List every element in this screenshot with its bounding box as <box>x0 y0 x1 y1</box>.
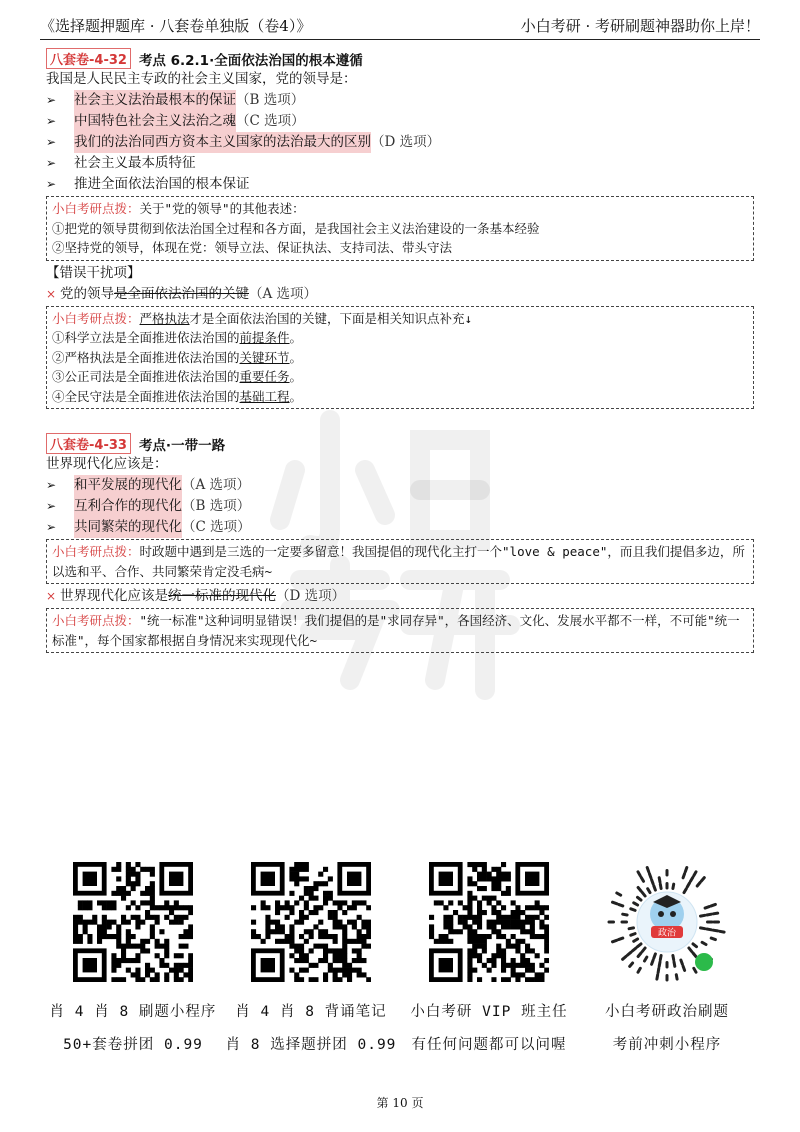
tip-label: 小白考研点拨： <box>52 613 140 628</box>
option-item <box>46 174 754 195</box>
option-text: 和平发展的现代化 <box>74 475 182 496</box>
qr-caption: 小白考研 VIP 班主任 <box>410 1004 568 1020</box>
tip-label: 小白考研点拨： <box>52 544 140 559</box>
qr-code-icon[interactable] <box>251 862 371 982</box>
tip-text: "统一标准"这种词明显错误！我们提倡的是"求同存异"，各国经济、文化、发展水平都不一样，不可能"统一标准"，每个国家都根据自身情况来实现现代化~ <box>52 613 740 648</box>
cross-icon: × <box>46 286 57 301</box>
page-header <box>40 14 760 40</box>
qr-code-card[interactable] <box>222 862 400 1054</box>
option-text: 我们的法治同西方资本主义国家的法治最大的区别 <box>74 132 371 153</box>
tip-text: 。 <box>289 330 303 345</box>
option-item <box>46 517 754 538</box>
question-id-badge: 八套卷-4-33 <box>46 433 131 454</box>
option-source: （A 选项） <box>249 285 318 302</box>
cross-icon: × <box>46 589 57 603</box>
qr-caption: 考前冲刺小程序 <box>612 1037 722 1053</box>
option-text: 互利合作的现代化 <box>74 496 182 517</box>
qr-code-card[interactable] <box>578 862 756 1054</box>
tip-text: ②坚持党的领导，体现在党：领导立法、保证执法、支持司法、带头守法 <box>52 240 453 255</box>
tip-underlined: 基础工程 <box>239 388 290 404</box>
tip-text: ②严格执法是全面推进依法治国的 <box>52 349 240 365</box>
tip-label: 小白考研点拨： <box>52 201 140 216</box>
qr-code-icon[interactable] <box>73 862 193 982</box>
option-item <box>46 111 754 132</box>
question-stem: 我国是人民民主专政的社会主义国家，党的领导是： <box>46 71 357 87</box>
wrong-option <box>46 586 754 607</box>
option-text: 社会主义最本质特征 <box>74 155 196 171</box>
arrow-bullet-icon: ➢ <box>46 93 57 107</box>
option-item <box>46 496 754 517</box>
option-text: 推进全面依法治国的根本保证 <box>74 176 250 192</box>
wrong-option-prefix: 世界现代化应该是 <box>60 588 168 604</box>
qr-caption: 小白考研政治刷题 <box>605 1004 729 1020</box>
arrow-bullet-icon: ➢ <box>46 478 57 492</box>
tip-box <box>46 196 754 261</box>
wrong-option-prefix: 党的领导 <box>60 285 114 302</box>
arrow-bullet-icon: ➢ <box>46 520 57 534</box>
question-header <box>46 48 754 69</box>
header-right-slogan: 小白考研 · 考研刷题神器助你上岸！ <box>520 17 760 35</box>
qr-caption: 肖 4 肖 8 刷题小程序 <box>49 1004 217 1020</box>
tip-box <box>46 539 754 584</box>
question-stem: 世界现代化应该是： <box>46 456 168 472</box>
tip-underlined: 前提条件 <box>239 330 290 345</box>
question-id-badge: 八套卷-4-32 <box>46 48 131 69</box>
tip-underlined: 关键环节 <box>239 349 290 365</box>
tip-label: 小白考研点拨： <box>52 310 140 326</box>
tip-text: ①把党的领导贯彻到依法治国全过程和各方面，是我国社会主义法治建设的一条基本经验 <box>52 220 540 236</box>
tip-box <box>46 306 754 410</box>
arrow-bullet-icon: ➢ <box>46 177 57 191</box>
tip-text: ③公正司法是全面推进依法治国的 <box>52 369 240 384</box>
mini-program-code-icon[interactable] <box>607 862 727 982</box>
qr-code-card[interactable] <box>44 862 222 1054</box>
question-topic: 考点 6.2.1·全面依法治国的根本遵循 <box>138 52 363 69</box>
distractor-title: 【错误干扰项】 <box>46 264 141 281</box>
option-source: （D 选项） <box>276 588 346 604</box>
option-item <box>46 132 754 153</box>
arrow-bullet-icon: ➢ <box>46 156 57 170</box>
option-text: 共同繁荣的现代化 <box>74 517 182 538</box>
option-text: 中国特色社会主义法治之魂 <box>74 111 236 132</box>
tip-text: 。 <box>289 388 303 404</box>
tip-text: 时政题中遇到是三选的一定要多留意！我国提倡的现代化主打一个"love & peace"，而且我们提倡多边，所以选和平、合作、共同繁荣肯定没毛病~ <box>52 544 745 579</box>
tip-underlined: 严格执法 <box>139 310 190 326</box>
header-left-title: 《选择题押题库 · 八套卷单独版（卷4）》 <box>40 17 312 35</box>
arrow-bullet-icon: ➢ <box>46 135 57 149</box>
tip-text: 才是全面依法治国的关键，下面是相关知识点补充↓ <box>189 310 473 326</box>
qr-code-row <box>44 862 756 1054</box>
tip-text: 。 <box>289 349 303 365</box>
wrong-option <box>46 284 754 305</box>
option-source: （A 选项） <box>182 477 251 493</box>
qr-code-card[interactable] <box>400 862 578 1054</box>
tip-underlined: 重要任务 <box>239 369 290 384</box>
option-source: （C 选项） <box>236 113 305 129</box>
qr-caption: 有任何问题都可以问喔 <box>411 1037 567 1053</box>
option-source: （C 选项） <box>182 519 251 535</box>
option-text: 社会主义法治最根本的保证 <box>74 90 236 111</box>
option-source: （D 选项） <box>371 134 441 150</box>
option-source: （B 选项） <box>182 498 251 514</box>
qr-caption: 肖 8 选择题拼团 0.99 <box>225 1037 397 1053</box>
tip-text: ①科学立法是全面推进依法治国的 <box>52 330 240 345</box>
arrow-bullet-icon: ➢ <box>46 114 57 128</box>
question-header <box>46 433 754 454</box>
tip-text: 关于"党的领导"的其他表述： <box>139 201 305 216</box>
option-item <box>46 153 754 174</box>
wrong-option-struck: 是全面依法治国的关键 <box>114 285 249 302</box>
option-source: （B 选项） <box>236 92 305 108</box>
qr-caption: 肖 4 肖 8 背诵笔记 <box>235 1004 387 1020</box>
qr-caption: 50+套卷拼团 0.99 <box>63 1037 203 1053</box>
question-topic: 考点·一带一路 <box>138 437 226 454</box>
tip-text: ④全民守法是全面推进依法治国的 <box>52 388 240 404</box>
qr-code-icon[interactable] <box>429 862 549 982</box>
tip-box <box>46 608 754 653</box>
tip-text: 。 <box>289 369 303 384</box>
arrow-bullet-icon: ➢ <box>46 499 57 513</box>
badge-label: 政治 <box>657 928 677 939</box>
wrong-option-struck: 统一标准的现代化 <box>168 588 276 604</box>
option-item <box>46 90 754 111</box>
option-item <box>46 475 754 496</box>
page-number: 第 10 页 <box>376 1096 424 1110</box>
